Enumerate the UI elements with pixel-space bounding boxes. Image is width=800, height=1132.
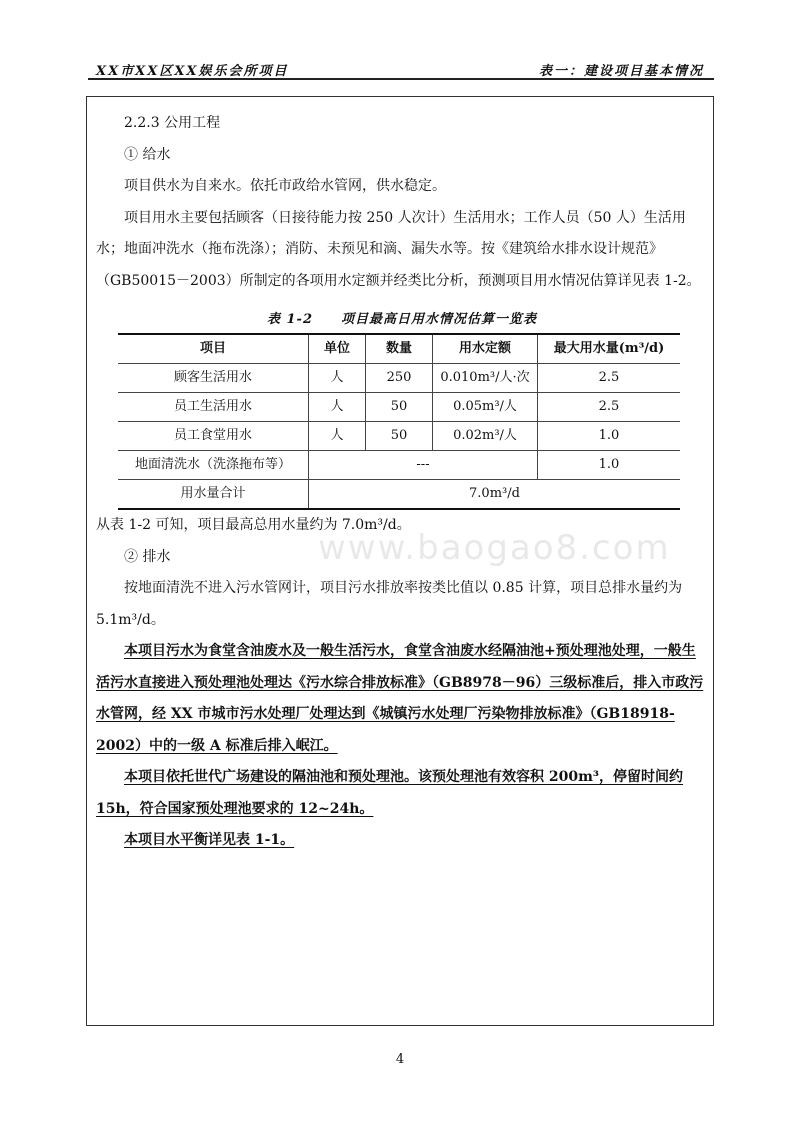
- water-supply-paragraph-2: 项目用水主要包括顾客（日接待能力按 250 人次计）生活用水；工作人员（50 人）生活用水；地面冲洗水（拖布洗涤）；消防、未预见和滴、漏失水等。按《建筑给水排水设计规范》（GB50015－2003）所制定的各项用水定额并经类比分析，预测项目用水情况估算详见表 1-2。: [96, 209, 701, 289]
- table-cell: 1.0: [538, 422, 681, 451]
- table-cell: 员工生活用水: [118, 393, 309, 422]
- table-cell: 员工食堂用水: [118, 422, 309, 451]
- table-cell-total: 7.0m³/d: [309, 480, 681, 510]
- table-row-floor-washing: [118, 451, 680, 480]
- drainage-paragraph-1: 按地面清洗不进入污水管网计，项目污水排放率按类比值以 0.85 计算，项目总排水量约为 5.1m³/d。: [96, 580, 683, 628]
- water-supply-heading: ① 给水: [124, 146, 171, 163]
- page-number: 4: [395, 1052, 405, 1067]
- header-project-title: XX市XX区XX娱乐会所项目: [96, 64, 289, 79]
- table-cell: 50: [366, 422, 433, 451]
- table-cell: 50: [366, 393, 433, 422]
- table-caption: 表 1-2 项目最高日用水情况估算一览表: [266, 312, 537, 327]
- table-cell: 0.05m³/人: [433, 393, 538, 422]
- table-cell: 人: [309, 393, 366, 422]
- watermark: www.baogao8.com: [318, 528, 671, 568]
- document-body: [96, 108, 708, 857]
- water-usage-table: [118, 333, 680, 510]
- table-cell: 1.0: [538, 451, 681, 480]
- table-header-cell: 单位: [309, 334, 366, 364]
- table-row: [118, 364, 680, 393]
- table-cell: 顾客生活用水: [118, 364, 309, 393]
- table-cell: 0.02m³/人: [433, 422, 538, 451]
- table-header-cell: 用水定额: [433, 334, 538, 364]
- drainage-paragraph-2: 本项目污水为食堂含油废水及一般生活污水，食堂含油废水经隔油池+预处理池处理，一般生活污水直接进入预处理池处理达《污水综合排放标准》（GB8978－96）三级标准后，排入市政污水管网，经 XX 市城市污水处理厂处理达到《城镇污水处理厂污染物排放标准》（GB18918-2002）中的一级 A 标准后排入岷江。: [96, 643, 704, 754]
- table-cell: 用水量合计: [118, 480, 309, 510]
- drainage-paragraph-3: 本项目依托世代广场建设的隔油池和预处理池。该预处理池有效容积 200m³，停留时间约 15h，符合国家预处理池要求的 12~24h。: [96, 769, 684, 817]
- table-cell: 人: [309, 364, 366, 393]
- table-cell: 250: [366, 364, 433, 393]
- table-cell: 2.5: [538, 364, 681, 393]
- table-header-row: [118, 334, 680, 364]
- table-cell: 2.5: [538, 393, 681, 422]
- water-supply-paragraph-1: 项目供水为自来水。依托市政给水管网，供水稳定。: [124, 178, 446, 194]
- table-cell: 地面清洗水（洗涤拖布等）: [118, 451, 309, 480]
- drainage-paragraph-4: 本项目水平衡详见表 1-1。: [124, 832, 295, 848]
- table-header-cell: 项目: [118, 334, 309, 364]
- table-header-cell: 数量: [366, 334, 433, 364]
- table-cell: 人: [309, 422, 366, 451]
- page-header: [88, 52, 714, 80]
- table-row-total: [118, 480, 680, 510]
- table-cell: 0.010m³/人·次: [433, 364, 538, 393]
- section-heading: 2.2.3 公用工程: [124, 115, 221, 131]
- header-rule: [88, 78, 714, 80]
- table-conclusion: 从表 1-2 可知，项目最高总用水量约为 7.0m³/d。: [96, 517, 411, 533]
- table-cell-merged: ---: [309, 451, 538, 480]
- drainage-heading: ② 排水: [124, 548, 171, 565]
- table-header-cell: 最大用水量(m³/d): [538, 334, 681, 364]
- header-section-title: 表一：建设项目基本情况: [538, 64, 704, 79]
- table-row: [118, 422, 680, 451]
- table-row: [118, 393, 680, 422]
